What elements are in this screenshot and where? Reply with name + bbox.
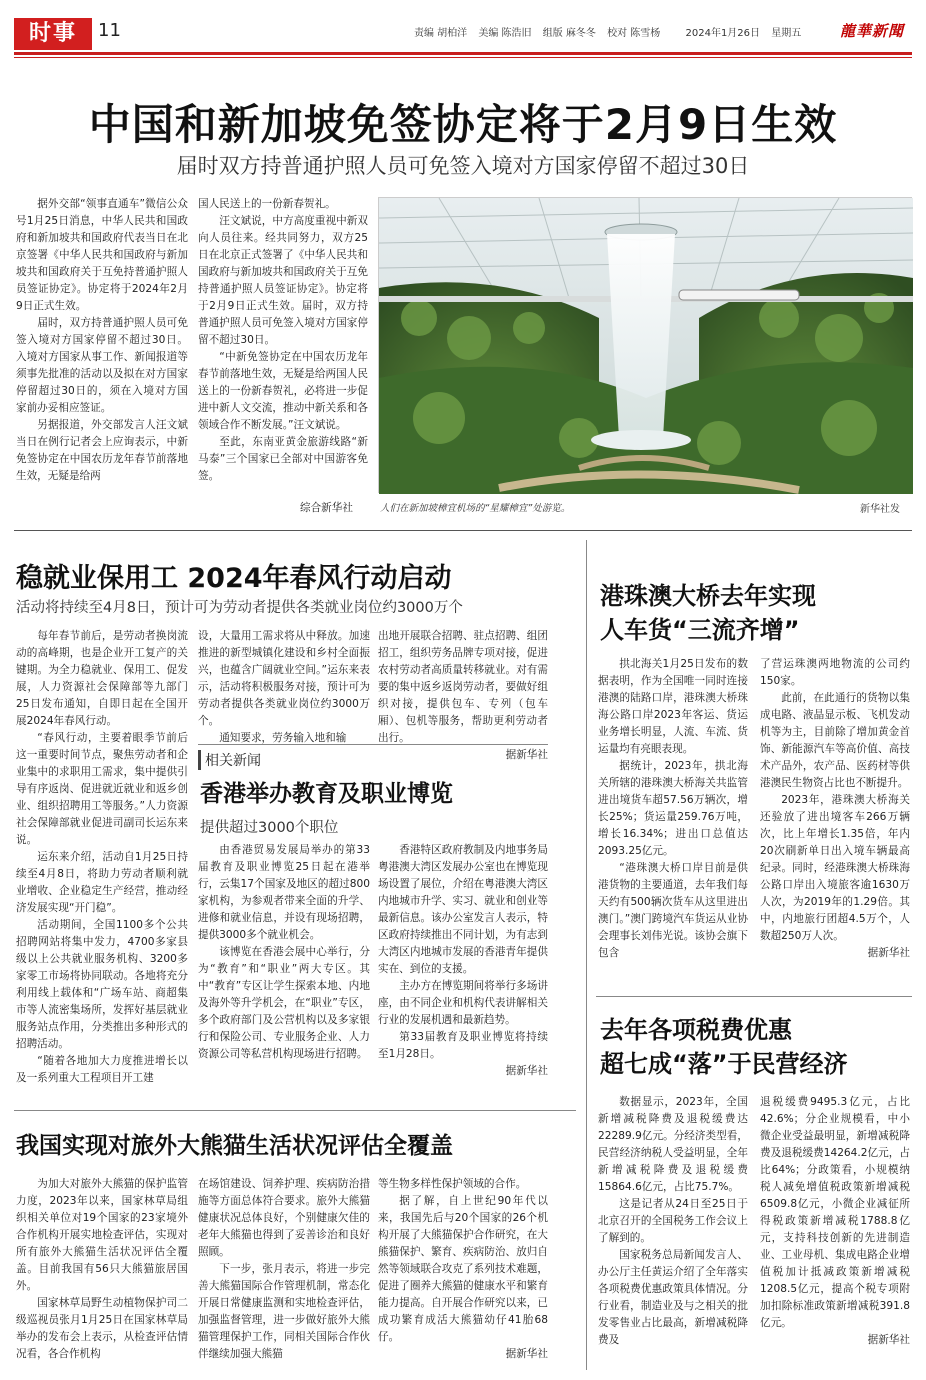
employment-column-2 [198,628,370,744]
paragraph: 下一步，张月表示，将进一步完善大熊猫国际合作管理机制，常态化开展日常健康监测和实地检查评估，加强监督管理，进一步做好旅外大熊猫管理保护工作，同相关国际合作伙伴继续加强大熊猫 [198,1263,370,1360]
section-divider [596,996,912,997]
paragraph: 通知要求，劳务输入地和输 [219,732,347,744]
paragraph: 2023年，港珠澳大桥海关还验放了进出境客车266万辆次，比上年增长1.35倍，年内20次刷新单日出入境车辆最高纪录。同时，经港珠澳大桥珠海公路口岸出入境旅客逾1630万人次，为2019年的1.29倍。其中，内地旅行团超4.5万个，人数超250万人次。 [760,794,910,942]
bridge-headline-line2: 人车货“三流齐增” [600,616,800,644]
bridge-headline-line1: 港珠澳大桥去年实现 [600,582,816,610]
paragraph: 第33届教育及职业博览将持续至1月28日。 [378,1031,548,1060]
tax-headline-line1: 去年各项税费优惠 [600,1016,792,1044]
paragraph: 主办方在博览期间将举行多场讲座，由不同企业和机构代表讲解相关行业的发展机遇和最新趋势。 [378,980,548,1026]
paragraph: 据统计，2023年，拱北海关所辖的港珠澳大桥海关共监管进出境货车超57.56万辆次，增长25%；货运量259.76万吨，增长16.34%；进出口总值达2093.25亿元。 [598,760,748,857]
paragraph: 拱北海关1月25日发布的数据表明，作为全国唯一同时连接港澳的陆路口岸，港珠澳大桥珠海公路口岸2023年客运、货运业务增长明显，人流、车流、货运量均有亮眼表现。 [598,658,748,755]
related-column-2 [378,842,548,1098]
section-divider [14,530,912,531]
bridge-column-1 [598,656,748,986]
masthead-rule-thin [14,57,912,58]
paragraph: 汪文斌说，中方高度重视中新双向人员往来。经共同努力，双方25日在北京正式签署了《中华人民共和国政府与新加坡共和国政府关于互免持普通护照人员签证协定》。协定将于2月9日正式生效。届时，双方持普通护照人员可免签入境对方国家停留不超过30日。 [198,215,368,346]
panda-column-1 [16,1176,188,1372]
photo-caption: 人们在新加坡樟宜机场的“星耀樟宜”处游览。 [380,503,571,514]
editor-credits [414,24,809,39]
paragraph: 国家林草局野生动植物保护司二级巡视员张月1月25日在国家林草局举办的发布会上表示，从检查评估情况看，各合作机构 [16,1297,188,1360]
paragraph: 每年春节前后，是劳动者换岗流动的高峰期，也是企业开工复产的关键期。为全力稳就业、保用工、促发展，人力资源社会保障部等九部门25日发布通知，自即日起在全国开展2024年春风行动。 [16,630,188,727]
masthead-rule [14,52,912,55]
tax-column-1 [598,1094,748,1370]
editor-credit: 责编 胡柏洋 [414,28,468,39]
paragraph: 数据显示，2023年，全国新增减税降费及退税缓费达22289.9亿元。分经济类型看，民营经济纳税人受益明显，全年新增减税降费及退税缓费15864.6亿元，占比75.7%。 [598,1096,748,1193]
article-source: 据新华社 [505,1065,548,1077]
paragraph: 据了解，自上世纪90年代以来，我国先后与20个国家的26个机构开展了大熊猫保护合作研究，在大熊猫保护、繁育、疾病防治、放归自然等领域联合攻克了系列技术难题，促进了圈养大熊猫的健康水平和繁育能力提高。自开展合作研究以来，已成功繁育成活大熊猫幼仔41胎68仔。 [378,1195,548,1343]
paragraph: 该博览在香港会展中心举行，分为“教育”和“职业”两大专区。其中“教育”专区让学生探索本地、内地及海外等升学机会，在“职业”专区，多个政府部门及公营机构以及多家银行和保险公司、专业服务企业、人力资源公司等私营机构现场进行招聘。 [198,946,370,1060]
paragraph: “随着各地加大力度推进增长以及一系列重大工程项目开工建 [16,1055,188,1084]
employment-headline: 稳就业保用工 2024年春风行动启动 [16,563,452,594]
employment-column-3 [378,628,548,761]
tax-column-2 [760,1094,910,1370]
paragraph: 退税缓费9495.3亿元，占比42.6%；分企业规模看，中小微企业受益最明显，新增减税降费及退税缓费14264.2亿元，占比64%；分政策看，小规模纳税人减免增值税政策新增减税6509.8亿元，小微企业减征所得税政策新增减税1788.8亿元，支持科技创新的先进制造业、工业母机、集成电路企业增值税加计抵减政策新增减税1208.5亿元，提高个税专项附加扣除标准政策新增减税391.8亿元。 [760,1096,910,1329]
related-news-tag: 相关新闻 [198,750,261,770]
paragraph: “中新免签协定在中国农历龙年春节前落地生效，无疑是给两国人民送上的一份新春贺礼，必将进一步促进中新人文交流，推动中新关系和各领域合作不断发展。”汪文斌说。 [198,351,368,431]
paragraph: 由香港贸易发展局举办的第33届教育及职业博览25日起在港举行，云集17个国家及地区的超过800家机构，为参观者带来全面的升学、进修和就业信息，并设有现场招聘，提供3000多个就业机会。 [198,844,370,941]
paragraph: “港珠澳大桥口岸目前是供港货物的主要通道，去年我们每天约有500辆次货车从这里进出澳门。”澳门跨境汽车货运从业协会理事长刘伟光说。该协会旗下包含 [598,862,748,959]
paragraph: 国人民送上的一份新春贺礼。 [198,198,336,210]
lead-subheadline: 届时双方持普通护照人员可免签入境对方国家停留不超过30日 [176,154,750,178]
article-source: 据新华社 [505,749,548,761]
lead-column-2 [198,196,368,522]
tax-headline-line2: 超七成“落”于民营经济 [600,1050,848,1078]
page-number: 11 [98,20,121,41]
paragraph: 出地开展联合招聘、驻点招聘、组团招工，组织劳务品牌专项对接，促进农村劳动者高质量转移就业。对有需要的集中返乡返岗劳动者，要做好组织对接，提供包车、专列（包车厢）、包机等服务，帮助更利劳动者出行。 [378,630,548,744]
paragraph: 在场馆建设、饲养护理、疾病防治措施等方面总体符合要求。旅外大熊猫健康状况总体良好，个别健康欠佳的老年大熊猫也得到了妥善诊治和良好照顾。 [198,1178,370,1258]
related-column-1 [198,842,370,1098]
paragraph: 设，大量用工需求将从中释放。加速推进的新型城镇化建设和乡村全面振兴，也蕴含广阔就业空间。”运东来表示，活动将积极服务对接，预计可为劳动者提供各类就业岗位约3000万个。 [198,630,370,727]
photo-credit: 新华社发 [860,504,900,515]
editor-credit: 校对 陈雪杨 [607,28,661,39]
lead-column-1 [16,196,188,522]
panda-column-2 [198,1176,370,1372]
jewel-changi-photo [378,197,912,493]
article-source: 据新华社 [867,947,910,959]
related-divider [198,744,548,745]
article-source: 据新华社 [505,1348,548,1360]
paragraph: 为加大对旅外大熊猫的保护监管力度，2023年以来，国家林草局组织相关单位对19个国家的23家境外合作机构开展实地检查评估，实现对所有旅外大熊猫生活状况评估全覆盖。目前我国有56只大熊猫旅居国外。 [16,1178,188,1292]
editor-credit: 美编 陈浩旧 [478,28,532,39]
related-headline: 香港举办教育及职业博览 [200,781,453,807]
paragraph: 届时，双方持普通护照人员可免签入境对方国家停留不超过30日。入境对方国家从事工作、新闻报道等须事先批准的活动以及拟在对方国家停留超过30日的，须在入境对方国家前办妥相应签证。 [16,317,188,414]
paragraph: 另据报道，外交部发言人汪文斌当日在例行记者会上应询表示，中新免签协定在中国农历龙年春节前落地生效，无疑是给两 [16,419,188,482]
paragraph: 此前，在此通行的货物以集成电路、液晶显示板、飞机发动机等为主，目前除了增加黄金首饰、新能源汽车等高价值、高技术产品外，农产品、医药材等供港澳民生物资占比也不断提升。 [760,692,910,789]
issue-weekday: 星期五 [771,28,802,39]
lead-headline: 中国和新加坡免签协定将于2月9日生效 [88,100,838,149]
paragraph: 活动期间，全国1100多个公共招聘网站将集中发力，4700多家县级以上公共就业服务机构、3200多家零工市场将协同联动。各地将充分利用线上载体和“广场车站、商超集市等人流密集场所，发挥好基层就业服务站点作用，分类推出多种形式的招聘活动。 [16,919,188,1050]
panda-headline: 我国实现对旅外大熊猫生活状况评估全覆盖 [16,1133,453,1159]
editor-credit: 组版 麻冬冬 [542,28,596,39]
newspaper-logo: 龍華新聞 [840,22,905,40]
paragraph: 了营运珠澳两地物流的公司约150家。 [760,658,910,687]
paragraph: “春风行动，主要着眼季节前后这一重要时间节点，聚焦劳动者和企业集中的求职用工需求，集中提供引导有序返岗、促进就近就业和返乡创业、组织招聘用工等服务。”人力资源社会保障部就业促进司副司长运东来说。 [16,732,188,846]
section-divider [14,1110,576,1111]
paragraph: 至此，东南亚黄金旅游线路“新马泰”三个国家已全部对中国游客免签。 [198,436,368,482]
column-divider [586,540,587,1370]
paragraph: 香港特区政府教制及内地事务局粤港澳大湾区发展办公室也在博览现场设置了展位，介绍在粤港澳大湾区内地城市升学、实习、就业和创业等最新信息。该办公室发言人表示，特区政府持续推出不同计划，为有志到大湾区内地城市发展的香港青年提供实在、到位的支援。 [378,844,548,975]
bridge-column-2 [760,656,910,986]
paragraph: 运东来介绍，活动自1月25日持续至4月8日，将助力劳动者顺利就业增收、企业稳定生产经营，推动经济发展实现“开门稳”。 [16,851,188,914]
related-subheadline: 提供超过3000个职位 [200,820,339,836]
lead-source: 综合新华社 [300,502,353,514]
employment-column-1 [16,628,188,1100]
paragraph: 据外交部“领事直通车”微信公众号1月25日消息，中华人民共和国政府和新加坡共和国政府代表当日在北京签署《中华人民共和国政府与新加坡共和国政府关于互免持普通护照人员签证协定》。协定将于2024年2月9日正式生效。 [16,198,188,312]
section-tag: 时事 [14,18,92,50]
issue-date: 2024年1月26日 [685,28,761,39]
paragraph: 这是记者从24日至25日于北京召开的全国税务工作会议上了解到的。 [598,1198,748,1244]
panda-column-3 [378,1176,548,1372]
paragraph: 等生物多样性保护领域的合作。 [378,1178,527,1190]
employment-subheadline: 活动将持续至4月8日，预计可为劳动者提供各类就业岗位约3000万个 [16,600,463,616]
paragraph: 国家税务总局新闻发言人、办公厅主任黄运介绍了全年落实各项税费优惠政策具体情况。分行业看，制造业及与之相关的批发零售业占比最高，新增减税降费及 [598,1249,748,1346]
article-source: 据新华社 [867,1334,910,1346]
